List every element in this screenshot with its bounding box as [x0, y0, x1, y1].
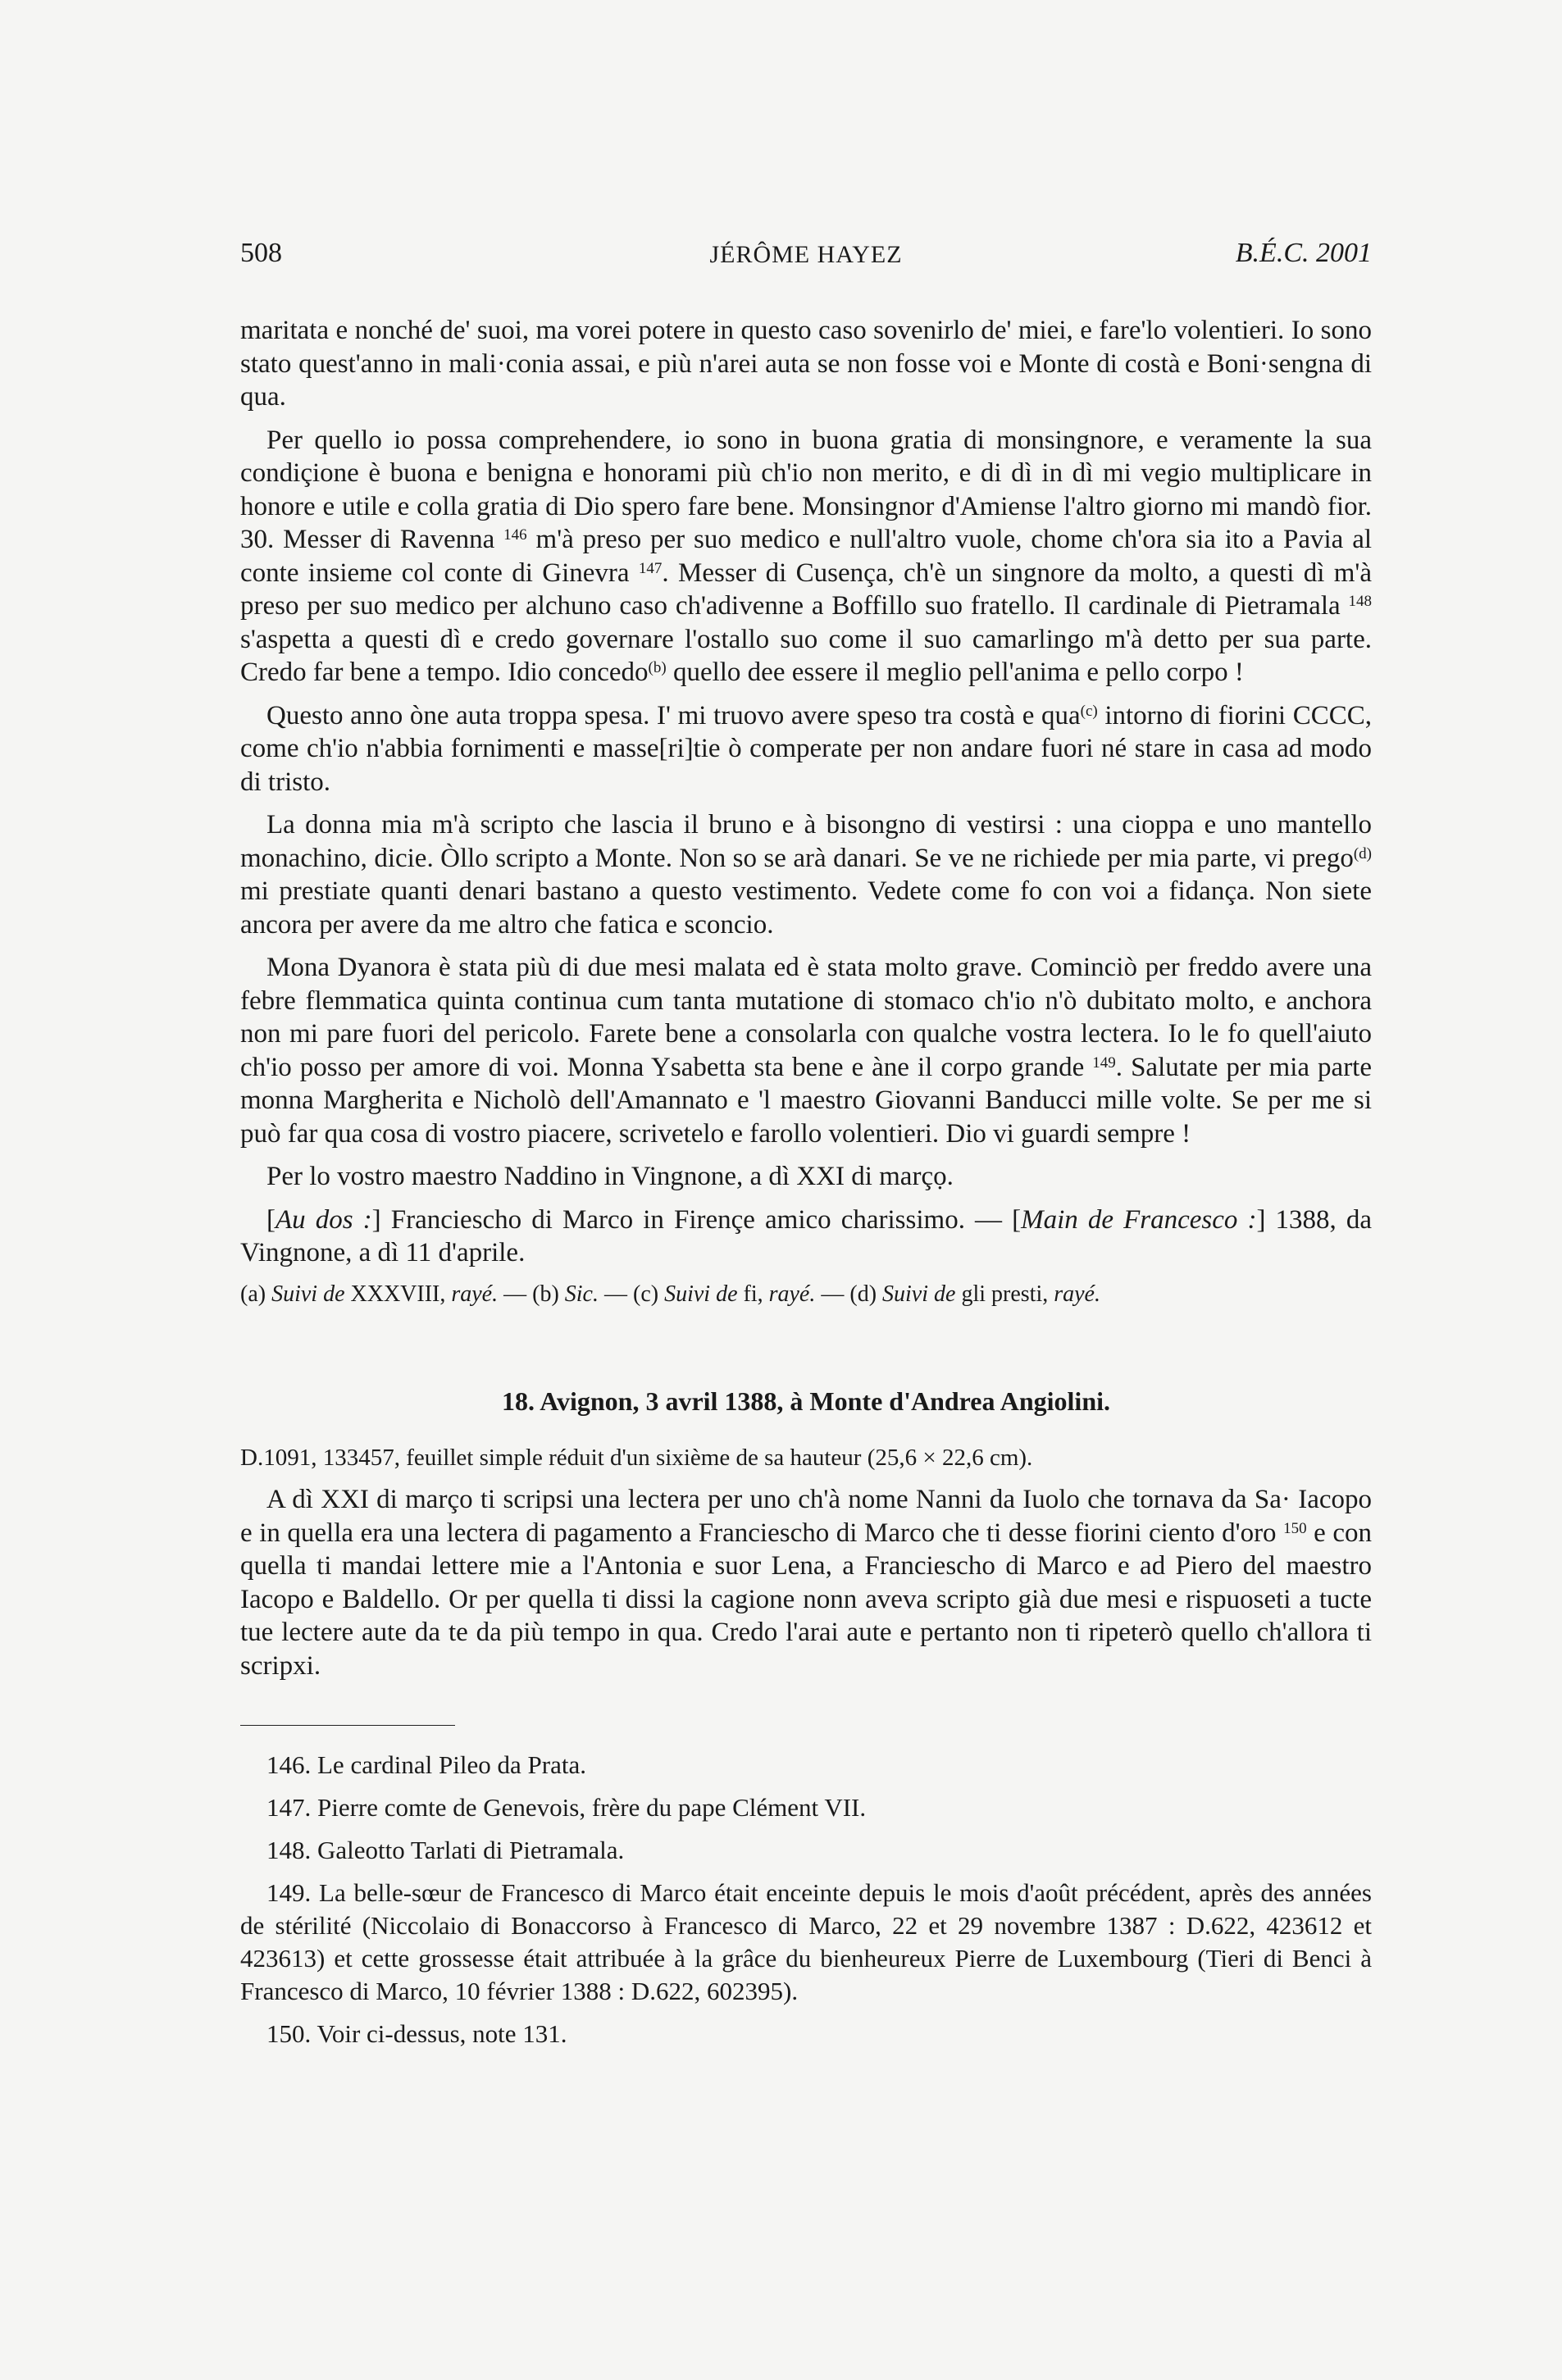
- paragraph: [Au dos :] Franciescho di Marco in Firençe amico charissimo. — [Main de Francesco :] 1388, da Vingnone, a dì 11 d'aprile.: [240, 1204, 1373, 1267]
- page-number: 508: [240, 238, 282, 268]
- footnote: 150. Voir ci-dessus, note 131.: [266, 2019, 567, 2048]
- note-marker: (d): [1353, 844, 1372, 862]
- paragraph: Questo anno òne auta troppa spesa. I' mi truovo avere speso tra costà e qua$^{(c)}$ intorno di fiorini CCCC, come ch'io n'abbia fornimenti e masse[ri]tie ò comperate per non andare fuori né stare in casa ad modo di tristo.: [240, 700, 1372, 797]
- note-marker: (c): [1080, 702, 1098, 720]
- source-reference: D.1091, 133457, feuillet simple réduit d'un sixième de sa hauteur (25,6 × 22,6 cm).: [240, 1445, 1033, 1471]
- paragraph: A dì XXI di março ti scripsi una lectera per uno ch'à nome Nanni da Iuolo che tornava da Sa· Iacopo e in quella era una lectera di pagamento a Franciescho di Marco che ti desse fiorini ciento d'oro $^{150}$ e con quella ti mandai lettere mie a l'Antonia e suor Lena, a Franciescho di Marco e ad Piero del maestro Iacopo e Baldello. Or per quella ti dissi la cagione nonn aveva scripto già due mesi e rispuoseti a tucte tue lectere aute da te da più tempo in qua. Credo l'arai aute e pertanto non ti ripeterò quello ch'allora ti scripxi.: [240, 1485, 1372, 1681]
- main-text: [240, 314, 1372, 2060]
- note-marker: (b): [648, 659, 667, 676]
- section-heading: 18. Avignon, 3 avril 1388, à Monte d'Andrea Angiolini.: [501, 1386, 1110, 1416]
- paragraph: maritata e nonché de' suoi, ma vorei potere in questo caso sovenirlo de' miei, e fare'lo volentieri. Io sono stato quest'anno in mali·conia assai, e più n'arei auta se non fosse voi e Monte di costà e Boni·sengna di qua.: [240, 316, 1372, 412]
- paragraph: Mona Dyanora è stata più di due mesi malata ed è stata molto grave. Cominciò per freddo avere una febre flemmatica quinta continua cum tanta mutatione di stomaco ch'io n'ò dubitato molto, e anchora non mi pare fuori del pericolo. Farete bene a consolarla con qualche vostra lectera. Io le fo quell'aiuto ch'io posso per amore di voi. Monna Ysabetta sta bene e àne il corpo grande $^{149}$. Salutate per mia parte monna Margherita e Nicholò dell'Amannato e 'l maestro Giovanni Banducci mille volte. Se per me si può far qua cosa di vostro piacere, scrivetelo e farollo volentieri. Dio vi guardi sempre !: [240, 953, 1372, 1149]
- footnote-ref[interactable]: 148: [1348, 593, 1372, 610]
- paragraph: La donna mia m'à scripto che lascia il bruno e à bisongno di vestirsi : una cioppa e uno mantello monachino, dicie. Òllo scripto a Monte. Non so se arà danari. Se ve ne richiede per mia parte, vi prego$^{(d)}$ mi prestiate quanti denari bastano a questo vestimento. Vedete come fo con voi a fidança. Non siete ancora per avere da me altro che fatica e sconcio.: [240, 810, 1372, 940]
- journal-reference: B.É.C. 2001: [1235, 238, 1372, 268]
- author-name: JÉRÔME HAYEZ: [709, 241, 903, 268]
- footnote-ref[interactable]: 150: [1283, 1519, 1307, 1537]
- footnote: 147. Pierre comte de Genevois, frère du pape Clément VII.: [266, 1793, 867, 1822]
- running-header: [240, 238, 1372, 277]
- footnote-ref[interactable]: 146: [503, 526, 527, 544]
- footnote: 148. Galeotto Tarlati di Pietramala.: [266, 1836, 625, 1864]
- footnote: 146. Le cardinal Pileo da Prata.: [266, 1750, 586, 1779]
- footnote-ref[interactable]: 149: [1092, 1053, 1116, 1072]
- footnote-separator: [240, 1725, 455, 1726]
- textual-notes: (a) Suivi de XXXVIII, rayé. — (b) Sic. — (c) Suivi de fi, rayé. — (d) Suivi de gli presti, rayé.: [240, 1281, 1100, 1307]
- footnote-ref[interactable]: 147: [638, 559, 663, 577]
- paragraph: Per lo vostro maestro Naddino in Vingnone, a dì XXI di marçọ.: [266, 1162, 954, 1191]
- paragraph: Per quello io possa comprehendere, io sono in buona gratia di monsingnore, e veramente la sua condiçione è buona e benigna e honorami più ch'io non merito, e di dì in dì mi vegio multiplicare in honore e utile e colla gratia di Dio spero fare bene. Monsingnor d'Amiense l'altro giorno mi mandò fior. 30. Messer di Ravenna $^{146}$ m'à preso per suo medico e null'altro vuole, chome ch'ora sia ito a Pavia al conte insieme col conte di Ginevra $^{147}$. Messer di Cusença, ch'è un singnore da molto, a questi dì m'à preso per suo medico per alchuno caso ch'adivenne a Boffillo suo fratello. Il cardinale di Pietramala $^{148}$ s'aspetta a questi dì e credo governare l'ostallo suo come il suo camarlingo m'à detto per sua parte. Credo far bene a tempo. Idio concedo$^{(b)}$ quello dee essere il meglio pell'anima e pello corpo !: [240, 425, 1373, 687]
- footnote: 149. La belle-sœur de Francesco di Marco était enceinte depuis le mois d'août précédent, après des années de stérilité (Niccolaio di Bonaccorso à Francesco di Marco, 22 et 29 novembre 1387 : D.622, 423612 et 423613) et cette grossesse était attribuée à la grâce du bienheureux Pierre de Luxembourg (Tieri di Benci à Francesco di Marco, 10 février 1388 : D.622, 602395).: [240, 1878, 1372, 2005]
